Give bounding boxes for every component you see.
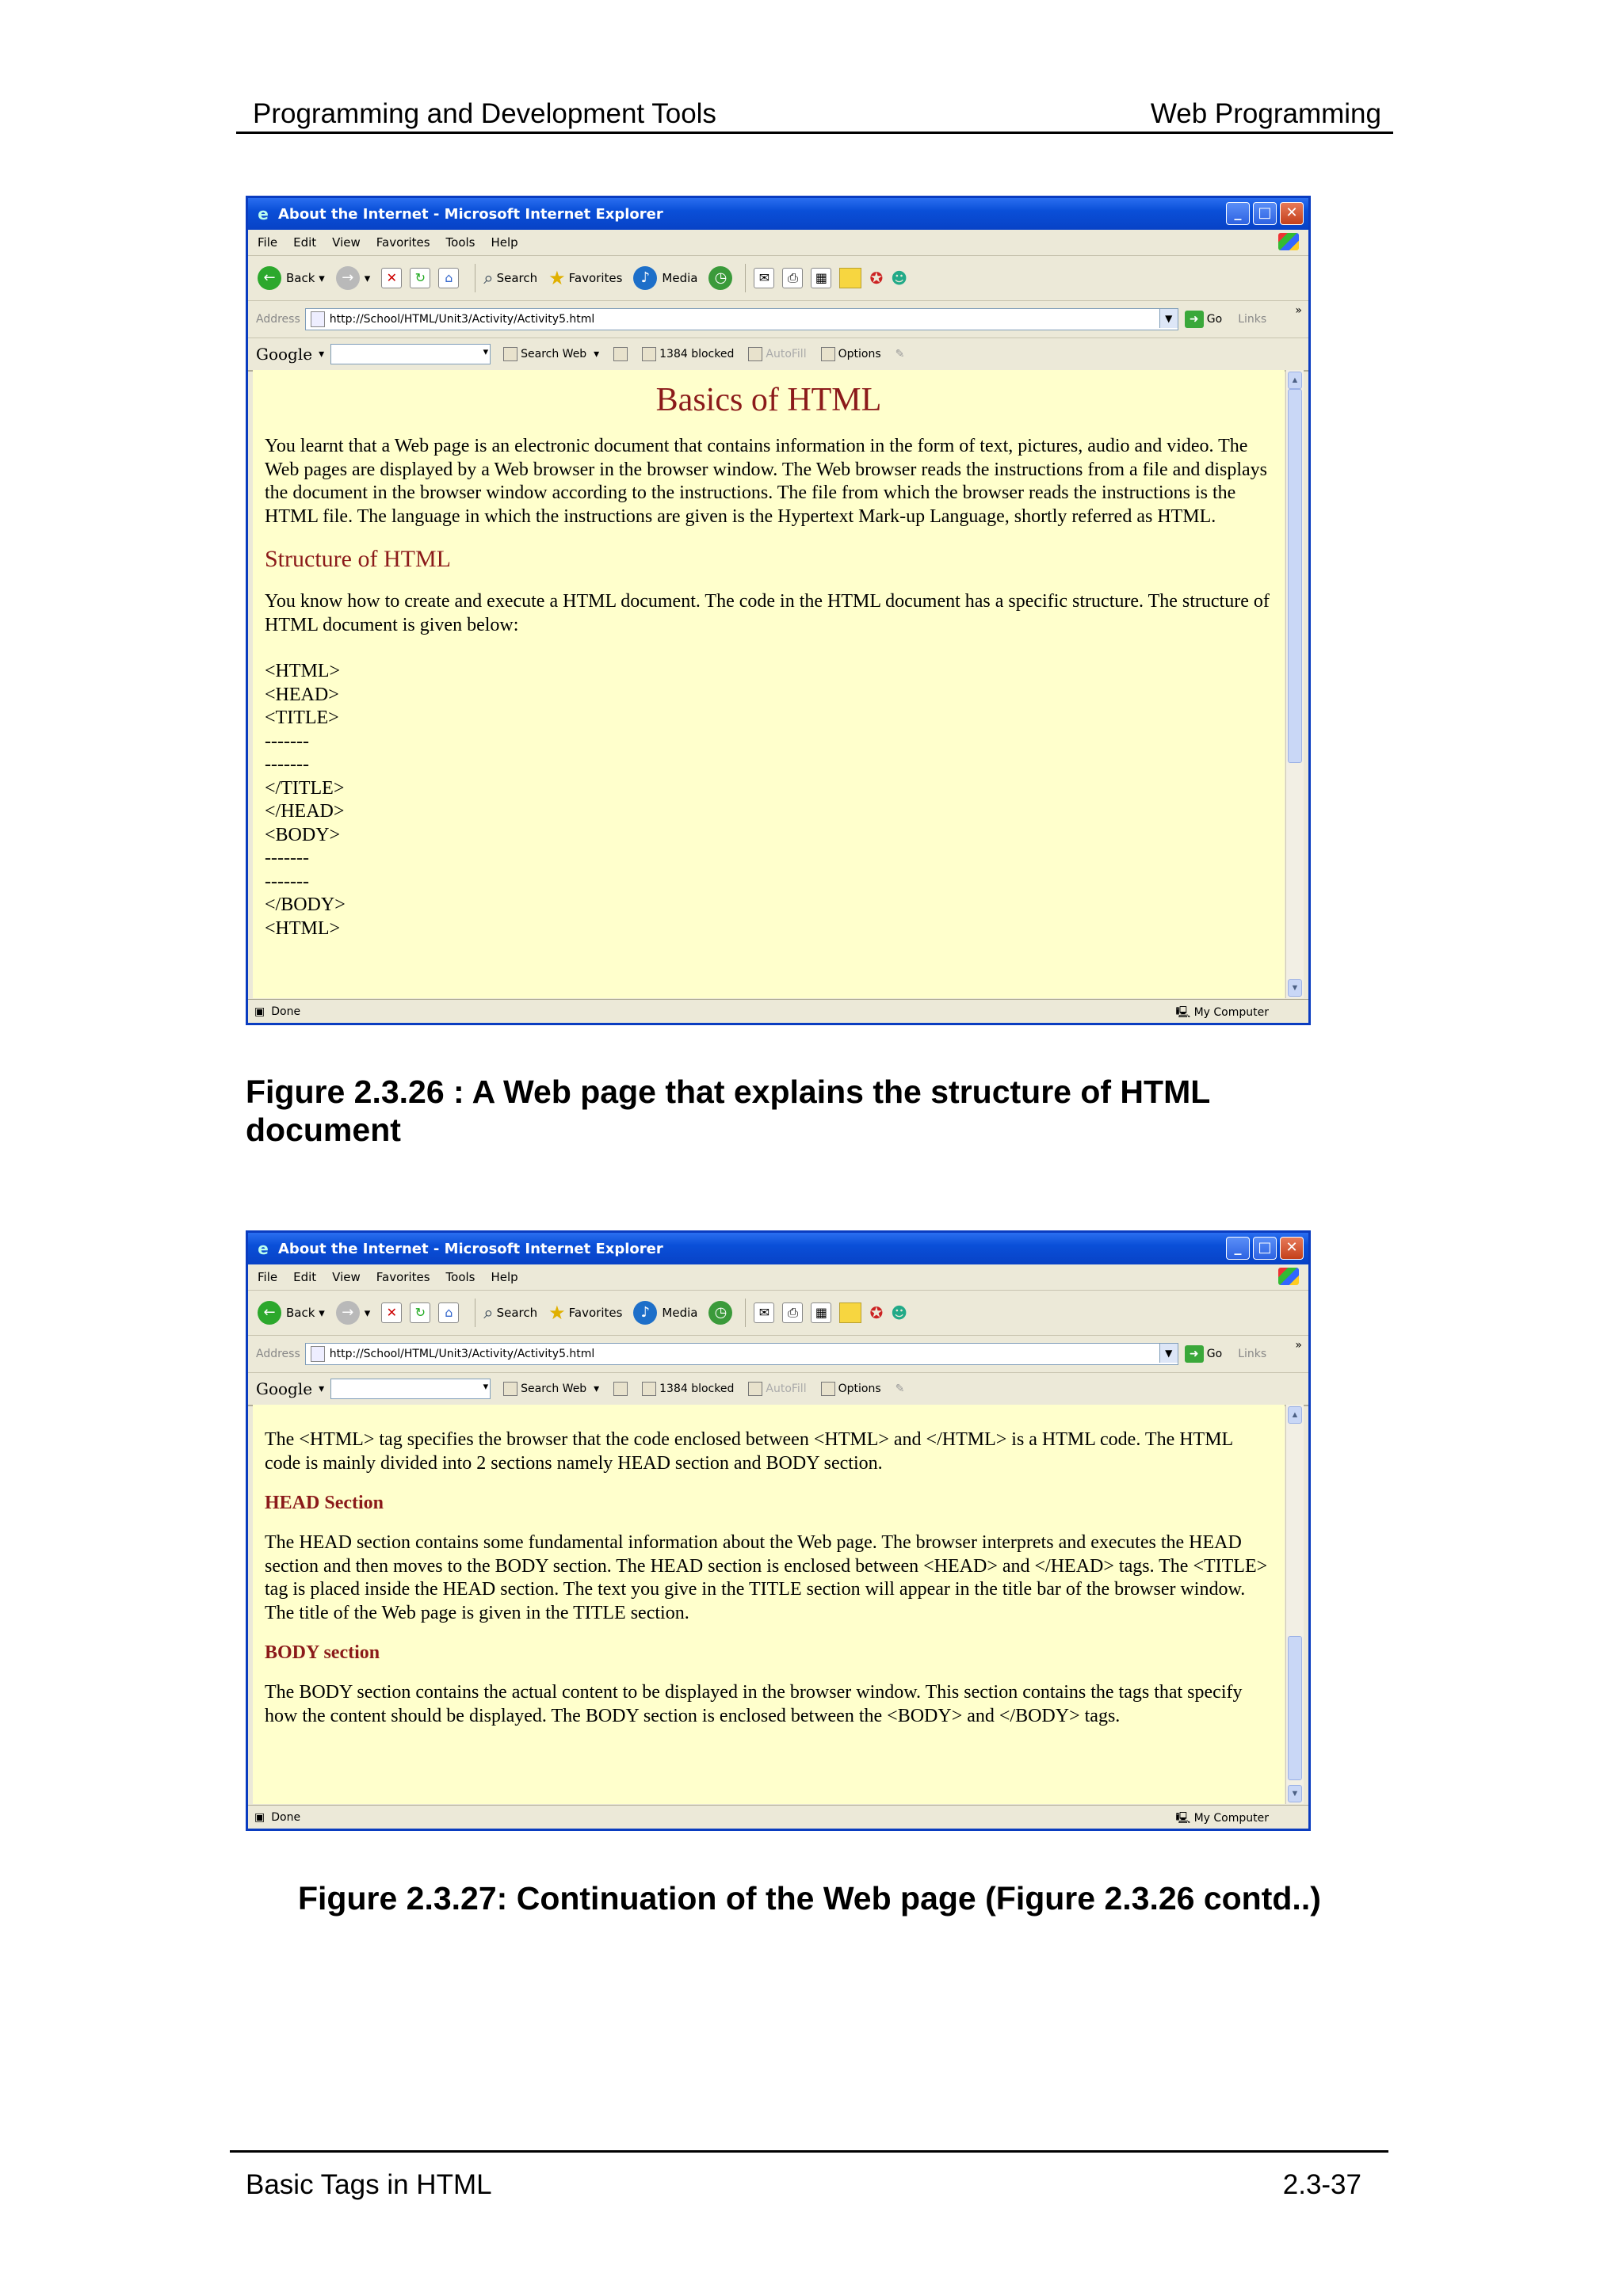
binoculars-icon bbox=[503, 347, 517, 361]
back-button[interactable]: ← Back ▾ bbox=[258, 266, 325, 290]
favorites-label: Favorites bbox=[568, 271, 623, 285]
popup-blocker-icon bbox=[642, 347, 656, 361]
mail-icon[interactable]: ✉ bbox=[754, 1302, 774, 1323]
structure-paragraph: You know how to create and execute a HTML document. The code in the HTML document has a specific structure. The structure of HTML document is given below: bbox=[265, 591, 1270, 635]
print-icon[interactable]: ⎙ bbox=[782, 1302, 803, 1323]
address-bar bbox=[248, 1336, 1308, 1373]
options-button[interactable] bbox=[821, 347, 881, 361]
figure-caption-1: Figure 2.3.26 : A Web page that explains the structure of HTML document bbox=[246, 1074, 1210, 1148]
ie-icon: e bbox=[258, 204, 269, 223]
autofill-label: AutoFill bbox=[766, 348, 807, 360]
address-bar bbox=[248, 301, 1308, 338]
status-bar bbox=[248, 1805, 1308, 1829]
media-label: Media bbox=[662, 271, 698, 285]
binoculars-icon bbox=[503, 1382, 517, 1396]
address-url: http://School/HTML/Unit3/Activity/Activity5.html bbox=[329, 1348, 595, 1360]
google-search-input[interactable] bbox=[330, 344, 491, 364]
standard-toolbar bbox=[248, 1291, 1308, 1336]
search-web-label: Search Web bbox=[521, 348, 587, 360]
scroll-up-icon[interactable]: ▲ bbox=[1288, 1406, 1302, 1424]
scroll-down-icon[interactable]: ▼ bbox=[1288, 979, 1302, 997]
media-icon: ♪ bbox=[633, 1301, 657, 1325]
google-toolbar: Google ▾ ▾ Search Web ▾ 1384 blocked AutoFill Options ✎ bbox=[248, 338, 1308, 372]
research-icon[interactable]: ✪ bbox=[869, 269, 884, 288]
options-label: Options bbox=[838, 1383, 881, 1395]
blocked-label: 1384 blocked bbox=[659, 1383, 735, 1395]
back-label: Back bbox=[286, 271, 315, 285]
menu-file[interactable]: File bbox=[258, 235, 278, 250]
maximize-button[interactable]: □ bbox=[1253, 1237, 1277, 1260]
options-icon bbox=[821, 1382, 835, 1396]
page-content bbox=[253, 1405, 1285, 1804]
title-bar bbox=[248, 1233, 1308, 1264]
options-icon bbox=[821, 347, 835, 361]
window-title: About the Internet - Microsoft Internet Explorer bbox=[278, 205, 663, 223]
page-info-icon[interactable] bbox=[613, 347, 628, 361]
search-icon: ⌕ bbox=[483, 1302, 494, 1323]
window-title: About the Internet - Microsoft Internet Explorer bbox=[278, 1240, 663, 1257]
edit-icon[interactable]: ▦ bbox=[811, 268, 831, 288]
code-listing bbox=[265, 660, 1273, 940]
stop-icon[interactable]: ✕ bbox=[381, 268, 402, 288]
browser-window-2 bbox=[246, 1230, 1311, 1831]
messenger-icon[interactable]: ☻ bbox=[891, 269, 908, 288]
code-line: </HEAD> bbox=[265, 801, 345, 822]
forward-arrow-icon: → bbox=[336, 1301, 360, 1325]
menu-favorites[interactable]: Favorites bbox=[376, 235, 430, 250]
body-section-heading: BODY section bbox=[265, 1642, 380, 1663]
notes-icon[interactable] bbox=[839, 1302, 861, 1323]
windows-logo-icon bbox=[1278, 233, 1299, 250]
star-icon: ★ bbox=[548, 1302, 566, 1324]
close-button[interactable]: ✕ bbox=[1280, 1237, 1304, 1260]
address-dropdown-icon[interactable]: ▼ bbox=[1159, 1344, 1178, 1363]
home-icon[interactable]: ⌂ bbox=[438, 268, 459, 288]
ie-icon: e bbox=[258, 1239, 269, 1258]
running-footer-left: Basic Tags in HTML bbox=[246, 2169, 492, 2200]
options-label: Options bbox=[838, 348, 881, 360]
menu-view[interactable]: View bbox=[332, 235, 361, 250]
star-icon: ★ bbox=[548, 267, 566, 289]
notes-icon[interactable] bbox=[839, 268, 861, 288]
browser-window-1 bbox=[246, 196, 1311, 1025]
search-web-label: Search Web bbox=[521, 1383, 587, 1395]
pencil-icon[interactable]: ✎ bbox=[895, 348, 905, 360]
stop-icon[interactable]: ✕ bbox=[381, 1302, 402, 1323]
menu-bar bbox=[248, 1264, 1308, 1291]
code-line: <BODY> bbox=[265, 824, 341, 845]
forward-button[interactable]: → ▾ bbox=[336, 1301, 371, 1325]
go-button[interactable] bbox=[1185, 311, 1222, 328]
vertical-scrollbar[interactable] bbox=[1285, 1405, 1304, 1804]
code-line: <HTML> bbox=[265, 661, 341, 681]
scroll-up-icon[interactable]: ▲ bbox=[1288, 372, 1302, 389]
go-label: Go bbox=[1206, 1348, 1223, 1360]
google-toolbar: Google ▾ ▾ Search Web ▾ 1384 blocked AutoFill Options ✎ bbox=[248, 1373, 1308, 1406]
code-line: ------- bbox=[265, 730, 309, 752]
favorites-button[interactable] bbox=[548, 267, 622, 289]
html-tag-paragraph: The <HTML> tag specifies the browser that the code enclosed between <HTML> and </HTML> is a HTML code. The HTML code is mainly divided into 2 sections namely HEAD section and BODY section. bbox=[265, 1429, 1233, 1474]
options-button[interactable] bbox=[821, 1382, 881, 1396]
scroll-thumb[interactable] bbox=[1288, 1636, 1302, 1780]
autofill-button[interactable] bbox=[748, 347, 806, 361]
media-button[interactable] bbox=[633, 266, 697, 290]
maximize-button[interactable]: □ bbox=[1253, 202, 1277, 225]
blocked-label: 1384 blocked bbox=[659, 348, 735, 360]
code-line: <HEAD> bbox=[265, 684, 339, 705]
code-line: ------- bbox=[265, 754, 309, 775]
status-page-icon: ▣ bbox=[254, 1005, 265, 1018]
page-title: Basics of HTML bbox=[655, 382, 882, 418]
popup-blocker-button[interactable] bbox=[642, 1382, 734, 1396]
address-input[interactable] bbox=[305, 1343, 1178, 1365]
figure-caption-2: Figure 2.3.27: Continuation of the Web page (Figure 2.3.26 contd..) bbox=[298, 1880, 1321, 1917]
links-button[interactable]: Links bbox=[1238, 1348, 1267, 1360]
address-input[interactable] bbox=[305, 308, 1178, 330]
computer-icon: 🖳 bbox=[1175, 1006, 1191, 1019]
code-line: ------- bbox=[265, 871, 309, 892]
popup-blocker-icon bbox=[642, 1382, 656, 1396]
head-section-heading: HEAD Section bbox=[265, 1493, 384, 1513]
scroll-down-icon[interactable]: ▼ bbox=[1288, 1785, 1302, 1802]
running-header-right: Web Programming bbox=[1150, 98, 1381, 129]
autofill-button[interactable] bbox=[748, 1382, 806, 1396]
zone-indicator bbox=[1175, 1810, 1269, 1829]
messenger-icon[interactable]: ☻ bbox=[891, 1303, 908, 1322]
go-arrow-icon: ➜ bbox=[1185, 1345, 1204, 1363]
home-icon[interactable]: ⌂ bbox=[438, 1302, 459, 1323]
history-icon[interactable]: ◷ bbox=[708, 1301, 732, 1325]
menu-favorites[interactable]: Favorites bbox=[376, 1270, 430, 1284]
refresh-icon[interactable]: ↻ bbox=[410, 1302, 430, 1323]
header-rule bbox=[236, 132, 1393, 134]
code-line: </BODY> bbox=[265, 894, 346, 915]
menu-view[interactable]: View bbox=[332, 1270, 361, 1284]
status-text: Done bbox=[271, 1810, 301, 1824]
back-arrow-icon: ← bbox=[258, 266, 281, 290]
toolbar-separator bbox=[745, 1299, 746, 1327]
history-icon[interactable]: ◷ bbox=[708, 266, 732, 290]
edit-icon[interactable]: ▦ bbox=[811, 1302, 831, 1323]
footer-rule bbox=[230, 2150, 1388, 2153]
autofill-label: AutoFill bbox=[766, 1383, 807, 1395]
menu-file[interactable]: File bbox=[258, 1270, 278, 1284]
media-icon: ♪ bbox=[633, 266, 657, 290]
google-logo[interactable]: Google bbox=[256, 1379, 313, 1398]
search-button[interactable] bbox=[483, 1303, 537, 1323]
media-button[interactable] bbox=[633, 1301, 697, 1325]
autofill-icon bbox=[748, 1382, 762, 1396]
page-icon bbox=[311, 311, 325, 327]
page-content bbox=[253, 370, 1285, 998]
toolbar-separator bbox=[745, 264, 746, 292]
zone-indicator bbox=[1175, 1004, 1269, 1023]
code-line: ------- bbox=[265, 848, 309, 868]
print-icon[interactable]: ⎙ bbox=[782, 268, 803, 288]
go-button[interactable] bbox=[1185, 1345, 1222, 1363]
search-button[interactable] bbox=[483, 269, 537, 288]
google-logo[interactable]: Google bbox=[256, 345, 313, 364]
back-button[interactable]: ← Back ▾ bbox=[258, 1301, 325, 1325]
windows-logo-icon bbox=[1278, 1268, 1299, 1285]
minimize-button[interactable]: _ bbox=[1226, 1237, 1250, 1260]
status-text: Done bbox=[271, 1005, 301, 1018]
menu-bar bbox=[248, 230, 1308, 256]
menu-tools[interactable]: Tools bbox=[445, 1270, 475, 1284]
pencil-icon[interactable]: ✎ bbox=[895, 1383, 905, 1395]
menu-help[interactable]: Help bbox=[491, 1270, 518, 1284]
zone-label: My Computer bbox=[1193, 1812, 1269, 1825]
address-label: Address bbox=[256, 313, 300, 326]
back-arrow-icon: ← bbox=[258, 1301, 281, 1325]
search-web-button[interactable]: Search Web ▾ bbox=[503, 347, 599, 361]
menu-edit[interactable]: Edit bbox=[293, 1270, 317, 1284]
search-label: Search bbox=[496, 271, 538, 285]
chevron-icon[interactable]: » bbox=[1295, 304, 1302, 317]
code-line: <TITLE> bbox=[265, 707, 339, 728]
back-label: Back bbox=[286, 1306, 315, 1320]
standard-toolbar bbox=[248, 256, 1308, 301]
address-url: http://School/HTML/Unit3/Activity/Activity5.html bbox=[329, 313, 595, 326]
favorites-label: Favorites bbox=[568, 1306, 623, 1320]
close-button[interactable]: ✕ bbox=[1280, 202, 1304, 225]
media-label: Media bbox=[662, 1306, 698, 1320]
page-info-icon[interactable] bbox=[613, 1382, 628, 1396]
search-web-button[interactable]: Search Web ▾ bbox=[503, 1382, 599, 1396]
search-label: Search bbox=[496, 1306, 538, 1320]
google-search-input[interactable] bbox=[330, 1379, 491, 1399]
scroll-thumb[interactable] bbox=[1288, 389, 1302, 763]
code-line: <HTML> bbox=[265, 917, 341, 939]
body-section-paragraph: The BODY section contains the actual content to be displayed in the browser window. This section contains the tags that specify how the content should be displayed. The BODY section is enclosed between the <BODY> and </BODY> tags. bbox=[265, 1682, 1243, 1726]
page-number: 2.3-37 bbox=[1282, 2169, 1361, 2200]
menu-help[interactable]: Help bbox=[491, 235, 518, 250]
forward-button[interactable]: → ▾ bbox=[336, 266, 371, 290]
computer-icon: 🖳 bbox=[1175, 1812, 1191, 1825]
popup-blocker-button[interactable] bbox=[642, 347, 734, 361]
go-label: Go bbox=[1206, 313, 1223, 326]
title-bar bbox=[248, 198, 1308, 230]
status-bar bbox=[248, 999, 1308, 1023]
favorites-button[interactable] bbox=[548, 1302, 622, 1324]
research-icon[interactable]: ✪ bbox=[869, 1303, 884, 1322]
autofill-icon bbox=[748, 347, 762, 361]
page-icon bbox=[311, 1346, 325, 1362]
running-header-left: Programming and Development Tools bbox=[253, 98, 716, 129]
code-line: </TITLE> bbox=[265, 777, 345, 799]
refresh-icon[interactable]: ↻ bbox=[410, 268, 430, 288]
vertical-scrollbar[interactable] bbox=[1285, 370, 1304, 998]
menu-edit[interactable]: Edit bbox=[293, 235, 317, 250]
address-label: Address bbox=[256, 1348, 300, 1360]
minimize-button[interactable]: _ bbox=[1226, 202, 1250, 225]
search-icon: ⌕ bbox=[483, 268, 494, 288]
go-arrow-icon: ➜ bbox=[1185, 311, 1204, 328]
intro-paragraph: You learnt that a Web page is an electronic document that contains information in the form of text, pictures, audio and video. The Web pages are displayed by a Web browser in the browser window. The Web browser reads the instructions from a file and displays the document in the browser window according to the instructions. The file from which the browser reads the instructions is the HTML file. The language in which the instructions are given is the Hypertext Mark-up Language, shortly referred as HTML. bbox=[265, 436, 1267, 527]
forward-arrow-icon: → bbox=[336, 266, 360, 290]
structure-heading: Structure of HTML bbox=[265, 546, 451, 572]
menu-tools[interactable]: Tools bbox=[445, 235, 475, 250]
mail-icon[interactable]: ✉ bbox=[754, 268, 774, 288]
chevron-icon[interactable]: » bbox=[1295, 1339, 1302, 1352]
links-button[interactable]: Links bbox=[1238, 313, 1267, 326]
status-page-icon: ▣ bbox=[254, 1810, 265, 1824]
head-section-paragraph: The HEAD section contains some fundamental information about the Web page. The browser interprets and executes the HEAD section and then moves to the BODY section. The HEAD section is enclosed between <HEAD> and </HEAD> tags. The <TITLE> tag is placed inside the HEAD section. The text you give in the TITLE section will appear in the title bar of the browser window. The title of the Web page is given in the TITLE section. bbox=[265, 1532, 1268, 1623]
zone-label: My Computer bbox=[1193, 1006, 1269, 1019]
address-dropdown-icon[interactable]: ▼ bbox=[1159, 309, 1178, 328]
